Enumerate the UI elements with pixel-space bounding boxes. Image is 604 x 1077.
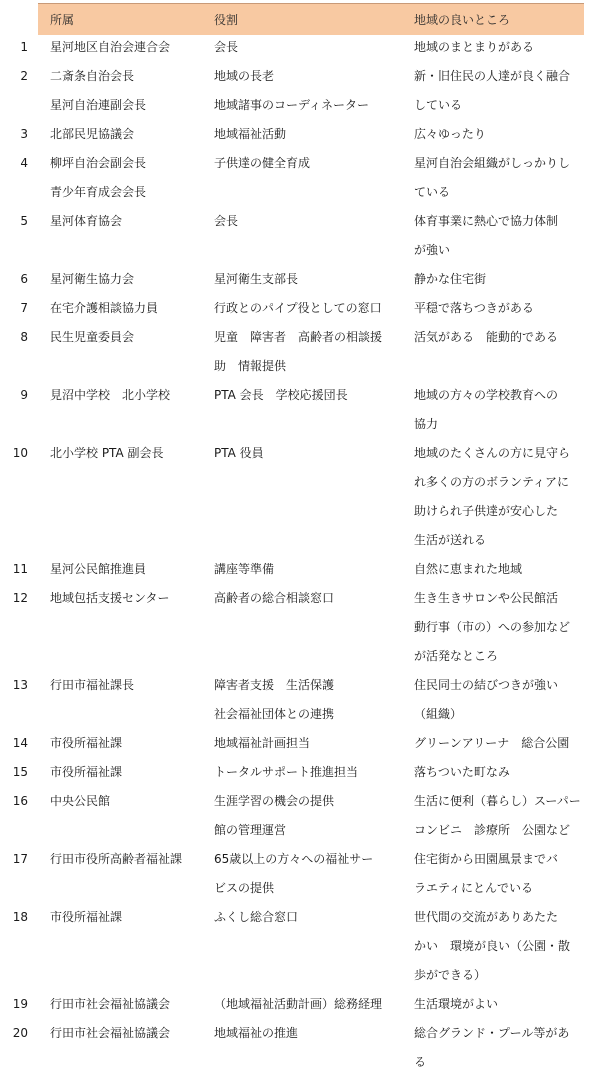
row-good-points: 住民同士の結びつきが強い （組織）: [414, 678, 559, 721]
row-good-points: 生き生きサロンや公民館活 動行事（市の）への参加など が活発なところ: [414, 591, 571, 663]
row-good-points: 地域のまとまりがある: [414, 40, 535, 54]
table-header: [38, 3, 584, 35]
row-role: 高齢者の総合相談窓口: [214, 591, 335, 605]
row-number: 2: [20, 69, 28, 83]
row-affiliation: 柳坪自治会副会長 青少年育成会会長: [50, 156, 147, 199]
row-number: 20: [12, 1026, 28, 1040]
row-role: 地域の長老 地域諸事のコーディネーター: [214, 69, 370, 112]
row-good-points: 落ちついた町なみ: [414, 765, 510, 779]
row-affiliation: 中央公民館: [50, 794, 111, 808]
row-number: 16: [12, 794, 28, 808]
row-role: トータルサポート推進担当: [214, 765, 359, 779]
row-affiliation: 在宅介護相談協力員: [50, 301, 159, 315]
row-number: 4: [20, 156, 28, 170]
row-good-points: 静かな住宅街: [414, 272, 487, 286]
row-role: 65歳以上の方々への福祉サー ビスの提供: [214, 852, 374, 895]
row-good-points: グリーンアリーナ 総合公園: [414, 736, 570, 750]
row-role: ふくし総合窓口: [214, 910, 299, 924]
row-number: 14: [12, 736, 28, 750]
row-number: 11: [12, 562, 28, 576]
row-number: 8: [20, 330, 28, 344]
row-affiliation: 星河体育協会: [50, 214, 123, 228]
row-role: 行政とのパイプ役としての窓口: [214, 301, 382, 315]
row-affiliation: 行田市社会福祉協議会: [50, 1026, 171, 1040]
row-number: 6: [20, 272, 28, 286]
row-number: 13: [12, 678, 28, 692]
row-number: 17: [12, 852, 28, 866]
row-role: 生涯学習の機会の提供 館の管理運営: [214, 794, 335, 837]
row-number: 12: [12, 591, 28, 605]
row-role: 星河衛生支部長: [214, 272, 299, 286]
row-affiliation: 北部民児協議会: [50, 127, 135, 141]
row-role: 講座等準備: [214, 562, 275, 576]
row-number: 1: [20, 40, 28, 54]
row-role: 子供達の健全育成: [214, 156, 311, 170]
row-number: 3: [20, 127, 28, 141]
row-good-points: 活気がある 能動的である: [414, 330, 559, 344]
row-good-points: 自然に恵まれた地域: [414, 562, 523, 576]
row-affiliation: 市役所福祉課: [50, 910, 123, 924]
row-affiliation: 民生児童委員会: [50, 330, 135, 344]
row-affiliation: 行田市福祉課長: [50, 678, 135, 692]
row-affiliation: 市役所福祉課: [50, 736, 123, 750]
row-good-points: 生活環境がよい: [414, 997, 499, 1011]
row-affiliation: 市役所福祉課: [50, 765, 123, 779]
header-role: 役割: [214, 13, 239, 27]
row-number: 19: [12, 997, 28, 1011]
row-role: 地域福祉活動: [214, 127, 287, 141]
row-role: 地域福祉計画担当: [214, 736, 311, 750]
row-good-points: 星河自治会組織がしっかりし ている: [414, 156, 571, 199]
row-good-points: 平穏で落ちつきがある: [414, 301, 534, 315]
row-role: （地域福祉活動計画）総務経理: [214, 997, 383, 1011]
row-affiliation: 行田市役所高齢者福祉課: [50, 852, 183, 866]
row-good-points: 生活に便利（暮らし）スーパー コンビニ 診療所 公園など: [414, 794, 581, 837]
row-number: 10: [12, 446, 28, 460]
row-affiliation: 星河地区自治会連合会: [50, 40, 171, 54]
row-role: 地域福祉の推進: [214, 1026, 299, 1040]
row-role: PTA 役員: [214, 446, 264, 460]
row-good-points: 地域の方々の学校教育への 協力: [414, 388, 559, 431]
row-number: 7: [20, 301, 28, 315]
row-role: 児童 障害者 高齢者の相談援 助 情報提供: [214, 330, 383, 373]
row-role: 障害者支援 生活保護 社会福祉団体との連携: [214, 678, 335, 721]
row-good-points: 総合グランド・プール等があ る: [414, 1026, 570, 1069]
row-number: 9: [20, 388, 28, 402]
row-affiliation: 北小学校 PTA 副会長: [50, 446, 164, 460]
row-affiliation: 星河衛生協力会: [50, 272, 135, 286]
row-role: 会長: [214, 214, 239, 228]
row-good-points: 世代間の交流がありあたた かい 環境が良い（公園・散 歩ができる）: [414, 910, 571, 982]
row-role: 会長: [214, 40, 239, 54]
header-good-points: 地域の良いところ: [414, 13, 511, 27]
row-role: PTA 会長 学校応援団長: [214, 388, 348, 402]
row-good-points: 地域のたくさんの方に見守ら れ多くの方のボランティアに 助けられ子供達が安心した 生活が送れる: [414, 446, 571, 547]
row-affiliation: 二斎条自治会長 星河自治連副会長: [50, 69, 147, 112]
row-number: 15: [12, 765, 28, 779]
row-affiliation: 地域包括支援センター: [50, 591, 170, 605]
row-affiliation: 行田市社会福祉協議会: [50, 997, 171, 1011]
row-affiliation: 星河公民館推進員: [50, 562, 147, 576]
row-good-points: 新・旧住民の人達が良く融合 している: [414, 69, 571, 112]
row-good-points: 体育事業に熱心で協力体制 が強い: [414, 214, 559, 257]
header-affiliation: 所属: [50, 13, 75, 27]
row-good-points: 住宅街から田園風景までバ ラエティにとんでいる: [414, 852, 559, 895]
row-number: 5: [20, 214, 28, 228]
row-affiliation: 見沼中学校 北小学校: [50, 388, 171, 402]
row-number: 18: [12, 910, 28, 924]
row-good-points: 広々ゆったり: [414, 127, 486, 141]
